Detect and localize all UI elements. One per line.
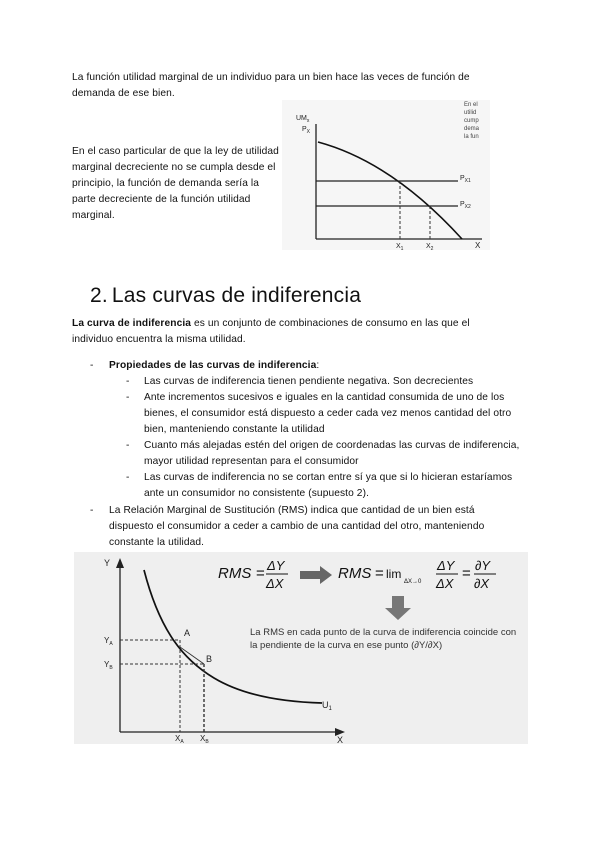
fig1-line1-label: $P_{X1}$	[460, 175, 471, 184]
list-item-text: Las curvas de indiferencia tienen pendiente negativa. Son decrecientes	[144, 376, 474, 387]
fig1-x2-label: $X_2$	[426, 243, 434, 250]
side-note-line: En el	[464, 102, 478, 108]
side-note-line: cump	[464, 118, 479, 124]
marginal-utility-curve	[318, 142, 462, 239]
intro-paragraph: La función utilidad marginal de un individuo para un bien hace las veces de función de demanda de ese bien.	[72, 72, 470, 99]
formula-arrow-icon	[300, 566, 332, 584]
properties-list	[126, 374, 520, 502]
dash-bullet: -	[126, 440, 130, 451]
xa-label: $X_A$	[175, 734, 184, 744]
dash-bullet: -	[90, 505, 94, 516]
formula-partial-y: ∂Y	[475, 558, 491, 573]
fig1-x1-label: $X_1$	[396, 243, 404, 250]
formula-lim-sub: ΔX→0	[404, 579, 422, 585]
dash-bullet: -	[126, 376, 130, 387]
properties-heading-row	[90, 358, 520, 374]
formula-eq-partial: =	[462, 565, 471, 582]
formula-delta-y: ΔY	[267, 558, 285, 573]
marginal-utility-chart	[282, 100, 490, 250]
fig1-y-label-bottom: $P_X$	[302, 126, 311, 135]
point-a-label: A	[184, 628, 191, 638]
formula-delta-x-right: ΔX	[436, 576, 454, 591]
rms-paragraph-row	[90, 503, 520, 551]
list-item-text: Cuanto más alejadas estén del origen de coordenadas las curvas de indiferencia, mayor utilidad representan para el consumidor	[144, 440, 520, 467]
list-item-text: Ante incrementos sucesivos e iguales en la cantidad consumida de uno de los bienes, el consumidor está dispuesto a ceder cada vez menos cantidad del otro bien, manteniendo constante la utilidad	[144, 392, 512, 435]
fig2-y-arrow-icon	[116, 558, 124, 568]
definition-term: La curva de indiferencia	[72, 318, 192, 329]
section-heading	[90, 284, 361, 308]
down-arrow-icon	[385, 596, 411, 620]
indifference-curve-figure	[74, 552, 528, 744]
list-item	[126, 374, 520, 390]
list-item-text: Las curvas de indiferencia no se cortan entre sí ya que si lo hicieran estaríamos ante un consumidor no consistente (supuesto 2).	[144, 472, 513, 499]
yb-label: $Y_B$	[104, 660, 113, 671]
properties-block	[90, 358, 520, 502]
point-b-label: B	[206, 654, 213, 664]
side-note-line: utilid	[464, 110, 477, 116]
particular-case-paragraph: En el caso particular de que la ley de utilidad marginal decreciente no se cumpla desde el principio, la función de demanda sería la parte decreciente de la función utilidad marginal.	[72, 146, 279, 221]
fig2-y-axis-label: Y	[104, 558, 111, 568]
formula-partial-x: ∂X	[474, 576, 490, 591]
section-title: Las curvas de indiferencia	[111, 284, 362, 307]
rms-formula-left	[218, 558, 288, 591]
list-item	[126, 438, 520, 470]
dash-bullet: -	[90, 360, 94, 371]
side-note-line: la fun	[464, 134, 479, 140]
fig2-x-axis-label: X	[337, 735, 344, 744]
rms-paragraph-text: La Relación Marginal de Sustitución (RMS) indica que cantidad de un bien está dispuesto el consumidor a ceder a cambio de una cantidad del otro, manteniendo constante la utilidad.	[109, 505, 485, 548]
formula-delta-x: ΔX	[266, 576, 284, 591]
formula-lim: lim	[386, 567, 402, 581]
list-item	[126, 470, 520, 502]
formula-rms-right: RMS	[338, 565, 372, 582]
definition-rest: es un conjunto de combinaciones de consumo en las que el individuo encuentra la misma utilidad.	[72, 318, 470, 345]
xb-label: $X_B$	[200, 734, 209, 744]
curve-u1-label: $U_1$	[322, 700, 332, 712]
list-item	[126, 390, 520, 438]
section-number: 2.	[90, 284, 108, 307]
dash-bullet: -	[126, 392, 130, 403]
fig1-side-note	[464, 102, 480, 140]
side-note-line: dema	[464, 126, 480, 132]
formula-eq-left: =	[256, 565, 265, 582]
formula-delta-y-right: ΔY	[437, 558, 455, 573]
marginal-utility-figure	[282, 100, 490, 250]
fig1-line2-label: $P_{X2}$	[460, 201, 471, 210]
formula-eq-right: =	[375, 565, 384, 582]
properties-colon: :	[316, 360, 320, 371]
rms-formula-right	[338, 558, 496, 591]
fig1-x-axis-label: X	[475, 241, 481, 250]
rms-paragraph	[90, 503, 520, 551]
ya-label: $Y_A$	[104, 636, 113, 647]
definition-paragraph	[72, 316, 512, 348]
fig1-y-label-top: $UM_x$	[296, 115, 310, 124]
rms-note: La RMS en cada punto de la curva de indiferencia coincide con la pendiente de la curva en ese punto (∂Y/∂X)	[250, 627, 517, 651]
dash-bullet: -	[126, 472, 130, 483]
formula-rms-left: RMS	[218, 565, 252, 582]
properties-heading: Propiedades de las curvas de indiferencia	[109, 360, 317, 371]
